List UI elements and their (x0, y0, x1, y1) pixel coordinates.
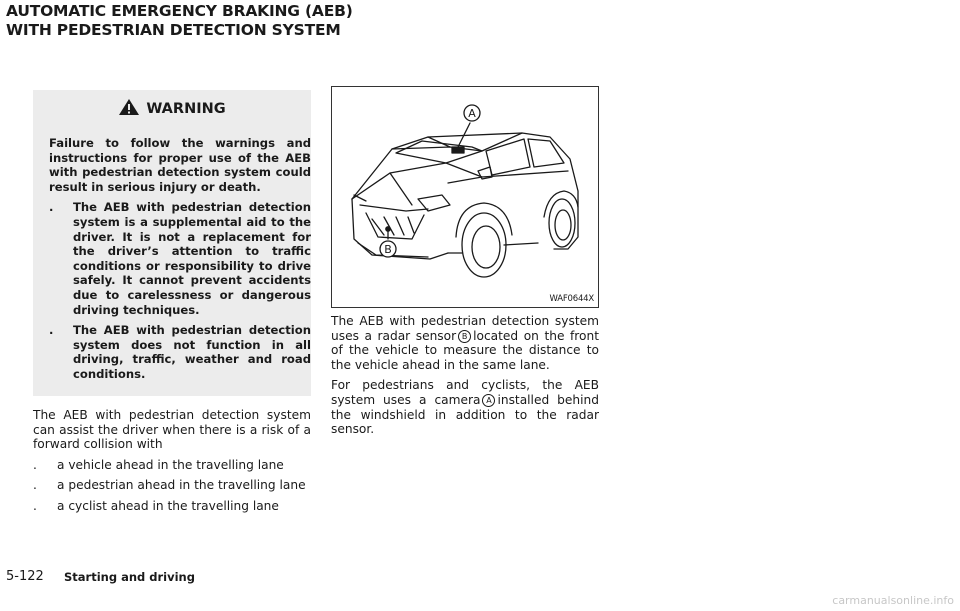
figure-caption: WAF0644X (549, 294, 594, 304)
radar-text-end: located on the front of the vehicle to measure the distance to the vehicle ahead in the same lane. (331, 328, 599, 372)
warning-box (33, 90, 311, 396)
list-item-text: a pedestrian ahead in the travelling lane (57, 478, 306, 493)
list-item-text: a cyclist ahead in the travelling lane (57, 498, 279, 513)
marker-b-icon: B (458, 330, 471, 343)
section-title-line-2: WITH PEDESTRIAN DETECTION SYSTEM (6, 21, 341, 39)
list-item (33, 478, 311, 493)
watermark: carmanualsonline.info (832, 594, 954, 607)
bullet-mark: . (49, 200, 54, 215)
warning-bullet (49, 323, 311, 381)
callout-label-a: A (468, 107, 476, 120)
warning-bullet-text: The AEB with pedestrian detection system is a supplemental aid to the driver. It is not a replacement for the driver’s attention to traffic conditions or responsibility to drive safely. It cannot prevent accidents due to carelessness or dangerous driving techniques. (73, 200, 311, 317)
bullet-mark: . (33, 478, 37, 493)
marker-a-icon: A (482, 394, 495, 407)
camera-text-end: installed behind the windshield in addition to the radar sensor. (331, 392, 599, 437)
warning-triangle-icon (118, 98, 140, 116)
vehicle-illustration (331, 86, 599, 308)
warning-intro: Failure to follow the warnings and instructions for proper use of the AEB with pedestrian detection system could result in serious injury or death. (49, 136, 311, 194)
warning-body (49, 136, 311, 388)
list-item (33, 499, 311, 514)
section-title-line-1: AUTOMATIC EMERGENCY BRAKING (AEB) (6, 2, 353, 20)
bullet-mark: . (33, 498, 37, 513)
radar-paragraph (331, 314, 599, 372)
chapter-title: Starting and driving (64, 570, 195, 584)
camera-paragraph (331, 378, 599, 436)
list-item (33, 458, 311, 473)
warning-bullet-text: The AEB with pedestrian detection system does not function in all driving, traffic, weather and road conditions. (73, 323, 311, 381)
camera-text-start: For pedestrians and cyclists, the AEB system uses a camera (331, 378, 599, 407)
right-body-text (331, 314, 599, 443)
aeb-description: The AEB with pedestrian detection system can assist the driver when there is a risk of a forward collision with (33, 408, 311, 452)
radar-text-start: The AEB with pedestrian detection system uses a radar sensor (331, 314, 599, 343)
section-title (6, 2, 353, 40)
left-body-text (33, 408, 311, 520)
list-item-text: a vehicle ahead in the travelling lane (57, 457, 284, 472)
warning-bullet (49, 200, 311, 317)
bullet-mark: . (33, 457, 37, 472)
vehicle-drawing (332, 87, 598, 307)
page-number: 5-122 (6, 569, 44, 584)
bullet-mark: . (49, 323, 54, 338)
callout-label-b: B (384, 243, 392, 256)
warning-title: WARNING (146, 101, 226, 117)
warning-header (33, 98, 311, 119)
